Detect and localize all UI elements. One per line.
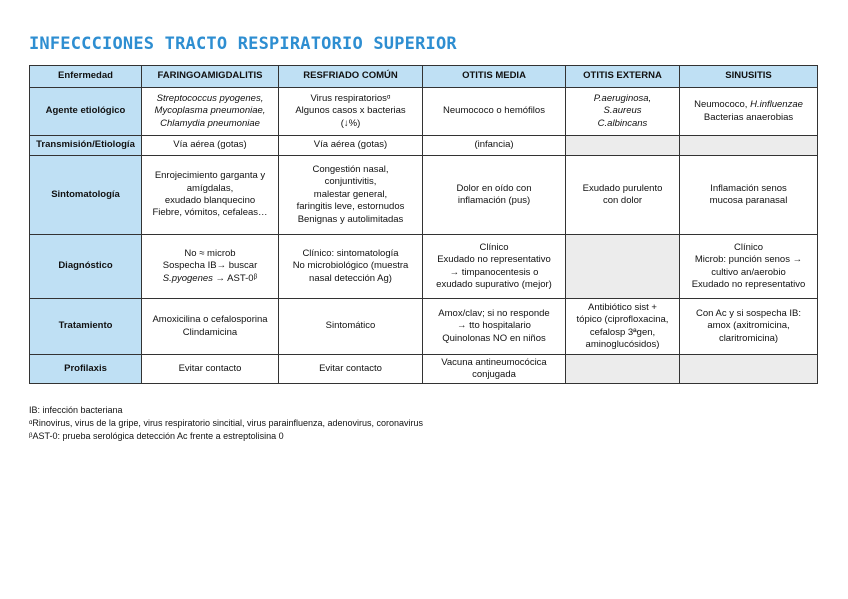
cell-line: Exudado purulento bbox=[582, 182, 663, 194]
cell-line: Quinolonas NO en niños bbox=[442, 332, 546, 344]
cell-line: tópico (ciprofloxacina, bbox=[576, 314, 669, 326]
cell-line: Enrojecimiento garganta y bbox=[154, 170, 266, 182]
table-header-row bbox=[30, 66, 818, 88]
table-row-transmision bbox=[30, 136, 818, 156]
cell-line: mucosa paranasal bbox=[709, 195, 788, 206]
cell-line: Algunos casos x bacterias bbox=[295, 105, 406, 117]
cell-tratamiento-otitis-externa bbox=[566, 299, 680, 355]
cell-line: Vacuna antineumocócica bbox=[441, 356, 547, 368]
cell-line: Microb: punción senos → bbox=[694, 254, 803, 266]
cell-line: P.aeruginosa, bbox=[593, 92, 652, 104]
row-label-transmision: Transmisión/Etiología bbox=[30, 136, 142, 156]
cell-agente-otitis-media: Neumococo o hemófilos bbox=[423, 88, 566, 136]
cell-line: (↓%) bbox=[340, 117, 361, 129]
col-header-otitis-externa: OTITIS EXTERNA bbox=[566, 66, 680, 88]
cell-tratamiento-resfriado: Sintomático bbox=[279, 299, 423, 355]
cell-agente-resfriado bbox=[279, 88, 423, 136]
cell-line: → tto hospitalario bbox=[457, 320, 531, 332]
cell-line: cefalosp 3ªgen, bbox=[589, 326, 656, 338]
cell-line: Chlamydia pneumoniae bbox=[160, 117, 260, 129]
page-title: INFECCCIONES TRACTO RESPIRATORIO SUPERIOR bbox=[29, 34, 457, 54]
cell-line: faringitis leve, estornudos bbox=[296, 201, 405, 213]
cell-line: Clínico: sintomatología bbox=[302, 247, 399, 259]
cell-diagnostico-faringo bbox=[142, 235, 279, 299]
cell-text: Neumococo, bbox=[694, 99, 751, 111]
cell-line: No microbiológico (muestra bbox=[292, 260, 409, 272]
cell-profilaxis-otitis-media bbox=[423, 355, 566, 384]
cell-profilaxis-resfriado: Evitar contacto bbox=[279, 355, 423, 384]
cell-agente-sinusitis bbox=[680, 88, 818, 136]
cell-line: No ≈ microb bbox=[184, 247, 236, 259]
cell-line: amox (axitromicina, bbox=[707, 320, 790, 332]
col-header-enfermedad: Enfermedad bbox=[30, 66, 142, 88]
cell-line: claritromicina) bbox=[718, 332, 779, 344]
cell-line: nasal detección Ag) bbox=[309, 272, 392, 284]
footnote-beta: ᵝAST-0: prueba serológica detección Ac frente a estreptolisina 0 bbox=[29, 431, 284, 442]
infections-table bbox=[29, 65, 818, 384]
footnote-ib: IB: infección bacteriana bbox=[29, 405, 123, 415]
table-row-tratamiento bbox=[30, 299, 818, 355]
cell-tratamiento-faringo bbox=[142, 299, 279, 355]
cell-line: S.aureus bbox=[603, 105, 642, 117]
cell-line: conjugada bbox=[472, 369, 516, 380]
row-label-profilaxis: Profilaxis bbox=[30, 355, 142, 384]
cell-diagnostico-otitis-media bbox=[423, 235, 566, 299]
col-header-faringoamigdalitis: FARINGOAMIGDALITIS bbox=[142, 66, 279, 88]
cell-line: → timpanocentesis o bbox=[449, 266, 539, 278]
row-label-sintomatologia: Sintomatología bbox=[30, 156, 142, 235]
cell-line: inflamación (pus) bbox=[457, 195, 531, 206]
cell-line bbox=[145, 273, 275, 285]
cell-line: con dolor bbox=[602, 195, 643, 206]
cell-line: cultivo an/aerobio bbox=[711, 266, 786, 278]
cell-line: Bacterias anaerobias bbox=[703, 111, 794, 123]
row-label-diagnostico: Diagnóstico bbox=[30, 235, 142, 299]
cell-line: Amoxicilina o cefalosporina bbox=[152, 314, 268, 326]
cell-text: → AST-0ᵝ bbox=[212, 272, 258, 284]
cell-tratamiento-sinusitis bbox=[680, 299, 818, 355]
table-row-profilaxis bbox=[30, 355, 818, 384]
cell-line: Sospecha IB→ buscar bbox=[162, 260, 258, 272]
cell-line: aminoglucósidos) bbox=[585, 338, 660, 350]
col-header-resfriado: RESFRIADO COMÚN bbox=[279, 66, 423, 88]
cell-agente-faringo bbox=[142, 88, 279, 136]
col-header-otitis-media: OTITIS MEDIA bbox=[423, 66, 566, 88]
cell-line bbox=[683, 99, 814, 111]
cell-sintomatologia-otitis-externa bbox=[566, 156, 680, 235]
cell-line: Mycoplasma pneumoniae, bbox=[154, 105, 266, 117]
cell-sintomatologia-faringo bbox=[142, 156, 279, 235]
cell-profilaxis-faringo: Evitar contacto bbox=[142, 355, 279, 384]
cell-diagnostico-resfriado bbox=[279, 235, 423, 299]
cell-line: Exudado no representativo bbox=[437, 254, 551, 266]
cell-line: Benignas y autolimitadas bbox=[297, 213, 404, 225]
cell-line: Amox/clav; si no responde bbox=[438, 307, 550, 319]
cell-text-italic: S.pyogenes bbox=[162, 272, 213, 284]
cell-line: exudado supurativo (mejor) bbox=[436, 278, 552, 290]
cell-line: Virus respiratoriosᵅ bbox=[310, 92, 391, 104]
cell-line: amígdalas, bbox=[186, 182, 234, 194]
cell-line: Clínico bbox=[479, 241, 509, 253]
cell-profilaxis-otitis-externa bbox=[566, 355, 680, 384]
cell-line: Fiebre, vómitos, cefaleas… bbox=[152, 207, 268, 219]
table-row-sintomatologia bbox=[30, 156, 818, 235]
cell-diagnostico-sinusitis bbox=[680, 235, 818, 299]
cell-transmision-otitis-externa bbox=[566, 136, 680, 156]
cell-line: C.albincans bbox=[597, 117, 648, 129]
cell-sintomatologia-otitis-media bbox=[423, 156, 566, 235]
cell-sintomatologia-sinusitis bbox=[680, 156, 818, 235]
row-label-tratamiento: Tratamiento bbox=[30, 299, 142, 355]
cell-transmision-otitis-media: (infancia) bbox=[423, 136, 566, 156]
cell-sintomatologia-resfriado bbox=[279, 156, 423, 235]
cell-line: Congestión nasal, bbox=[312, 164, 389, 176]
footnote-alpha: ᵅRinovirus, virus de la gripe, virus respiratorio sincitial, virus parainfluenza, adenovirus, coronavirus bbox=[29, 418, 424, 429]
footnotes bbox=[29, 404, 423, 443]
cell-line: Clínico bbox=[733, 241, 764, 253]
cell-agente-otitis-externa bbox=[566, 88, 680, 136]
cell-text-italic: H.influenzae bbox=[750, 99, 803, 111]
cell-line: conjuntivitis, bbox=[324, 176, 377, 188]
cell-diagnostico-otitis-externa bbox=[566, 235, 680, 299]
cell-transmision-sinusitis bbox=[680, 136, 818, 156]
cell-line: Exudado no representativo bbox=[691, 278, 806, 290]
cell-line: Streptococcus pyogenes, bbox=[156, 92, 264, 104]
cell-transmision-faringo: Vía aérea (gotas) bbox=[142, 136, 279, 156]
cell-line: Inflamación senos bbox=[710, 182, 787, 194]
cell-line: Antibiótico sist + bbox=[588, 301, 657, 313]
cell-profilaxis-sinusitis bbox=[680, 355, 818, 384]
col-header-sinusitis: SINUSITIS bbox=[680, 66, 818, 88]
cell-transmision-resfriado: Vía aérea (gotas) bbox=[279, 136, 423, 156]
row-label-agente: Agente etiológico bbox=[30, 88, 142, 136]
cell-line: malestar general, bbox=[313, 188, 388, 200]
table-row-diagnostico bbox=[30, 235, 818, 299]
cell-line: Con Ac y si sospecha IB: bbox=[695, 307, 802, 319]
cell-tratamiento-otitis-media bbox=[423, 299, 566, 355]
cell-line: Clindamicina bbox=[182, 326, 238, 338]
table-row-agente bbox=[30, 88, 818, 136]
cell-line: Dolor en oído con bbox=[456, 182, 532, 194]
cell-line: exudado blanquecino bbox=[164, 195, 256, 206]
